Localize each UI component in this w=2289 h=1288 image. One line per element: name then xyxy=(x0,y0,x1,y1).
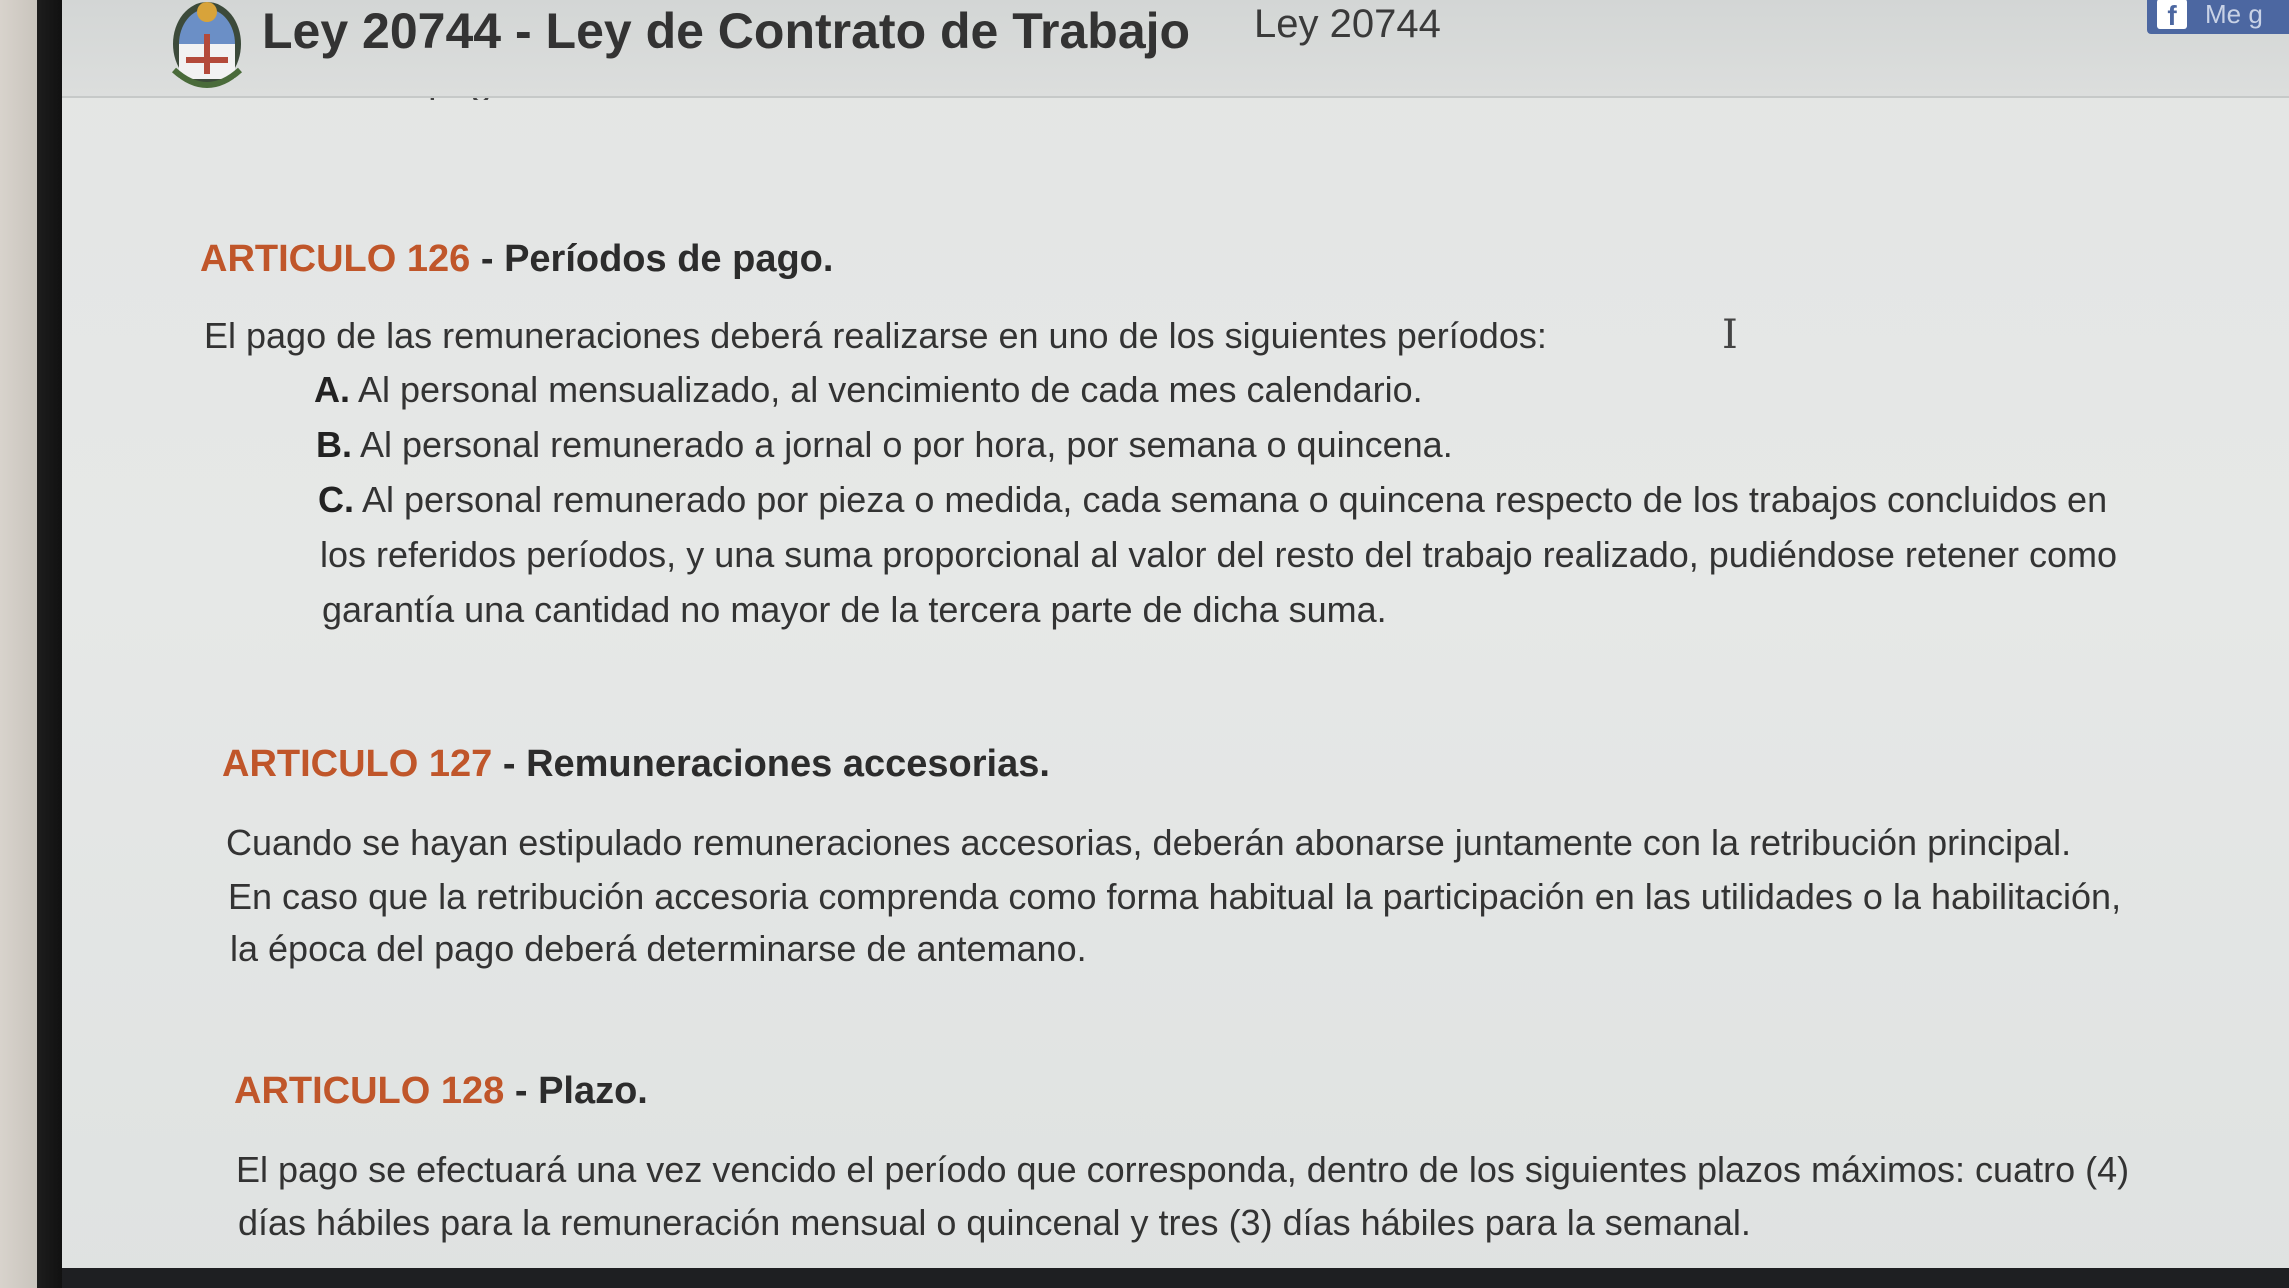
item-text: Al personal mensualizado, al vencimiento de cada mes calendario. xyxy=(358,369,1423,410)
item-text: Al personal remunerado a jornal o por hora, por semana o quincena. xyxy=(360,424,1453,465)
article-127-line-2: En caso que la retribución accesoria comprenda como forma habitual la participación en las utilidades o la habilitación, xyxy=(228,876,2122,917)
article-number[interactable]: ARTICULO 128 xyxy=(234,1070,505,1112)
list-item-a xyxy=(314,363,1423,417)
article-heading xyxy=(222,743,1050,786)
article-title: Plazo. xyxy=(538,1070,648,1112)
article-126-intro: El pago de las remuneraciones deberá realizarse en uno de los siguientes períodos: xyxy=(204,315,1547,356)
article-128 xyxy=(234,1070,648,1113)
law-number-link[interactable]: Ley 20744 xyxy=(1254,2,1441,46)
item-letter: C. xyxy=(318,479,354,520)
article-heading xyxy=(200,238,833,281)
list-item-c-line-2: los referidos períodos, y una suma proporcional al valor del resto del trabajo realizado, pudiéndose retener como xyxy=(320,534,2118,575)
item-letter: A. xyxy=(314,369,350,410)
facebook-icon: f xyxy=(2157,0,2187,29)
text-cursor-icon: I xyxy=(1722,312,1738,358)
heading-separator: - xyxy=(492,743,527,785)
article-127 xyxy=(222,743,1050,786)
article-number[interactable]: ARTICULO 127 xyxy=(222,743,493,785)
article-heading xyxy=(234,1070,648,1113)
heading-separator: - xyxy=(470,238,505,280)
heading-separator: - xyxy=(504,1070,539,1112)
article-127-line-1: Cuando se hayan estipulado remuneraciones accesorias, deberán abonarse juntamente con la retribución principal. xyxy=(226,822,2072,863)
article-number[interactable]: ARTICULO 126 xyxy=(200,238,471,280)
monitor-bottom-edge xyxy=(62,1268,2289,1288)
article-127-line-3: la época del pago deberá determinarse de antemano. xyxy=(230,928,1087,969)
argentina-coat-of-arms-icon xyxy=(164,0,250,96)
list-item-b xyxy=(316,418,1453,472)
browser-viewport xyxy=(62,0,2289,1288)
article-title: Remuneraciones accesorias. xyxy=(526,743,1050,785)
facebook-like-button[interactable] xyxy=(2147,0,2289,34)
item-text: Al personal remunerado por pieza o medida, cada semana o quincena respecto de los trabajos concluidos en xyxy=(362,479,2108,520)
list-item-c-line-3: garantía una cantidad no mayor de la tercera parte de dicha suma. xyxy=(322,589,1387,630)
facebook-like-label: Me g xyxy=(2205,0,2263,29)
monitor-bezel xyxy=(0,0,62,1288)
list-item-c xyxy=(318,473,2107,527)
site-header xyxy=(62,0,2289,98)
item-letter: B. xyxy=(316,424,352,465)
article-128-line-1: El pago se efectuará una vez vencido el período que corresponda, dentro de los siguientes plazos máximos: cuatro (4) xyxy=(236,1149,2130,1190)
article-126 xyxy=(200,238,833,281)
article-title: Períodos de pago. xyxy=(504,238,834,280)
page-title[interactable]: Ley 20744 - Ley de Contrato de Trabajo xyxy=(262,3,1191,59)
article-128-line-2: días hábiles para la remuneración mensual o quincenal y tres (3) días hábiles para la semanal. xyxy=(238,1202,1751,1243)
